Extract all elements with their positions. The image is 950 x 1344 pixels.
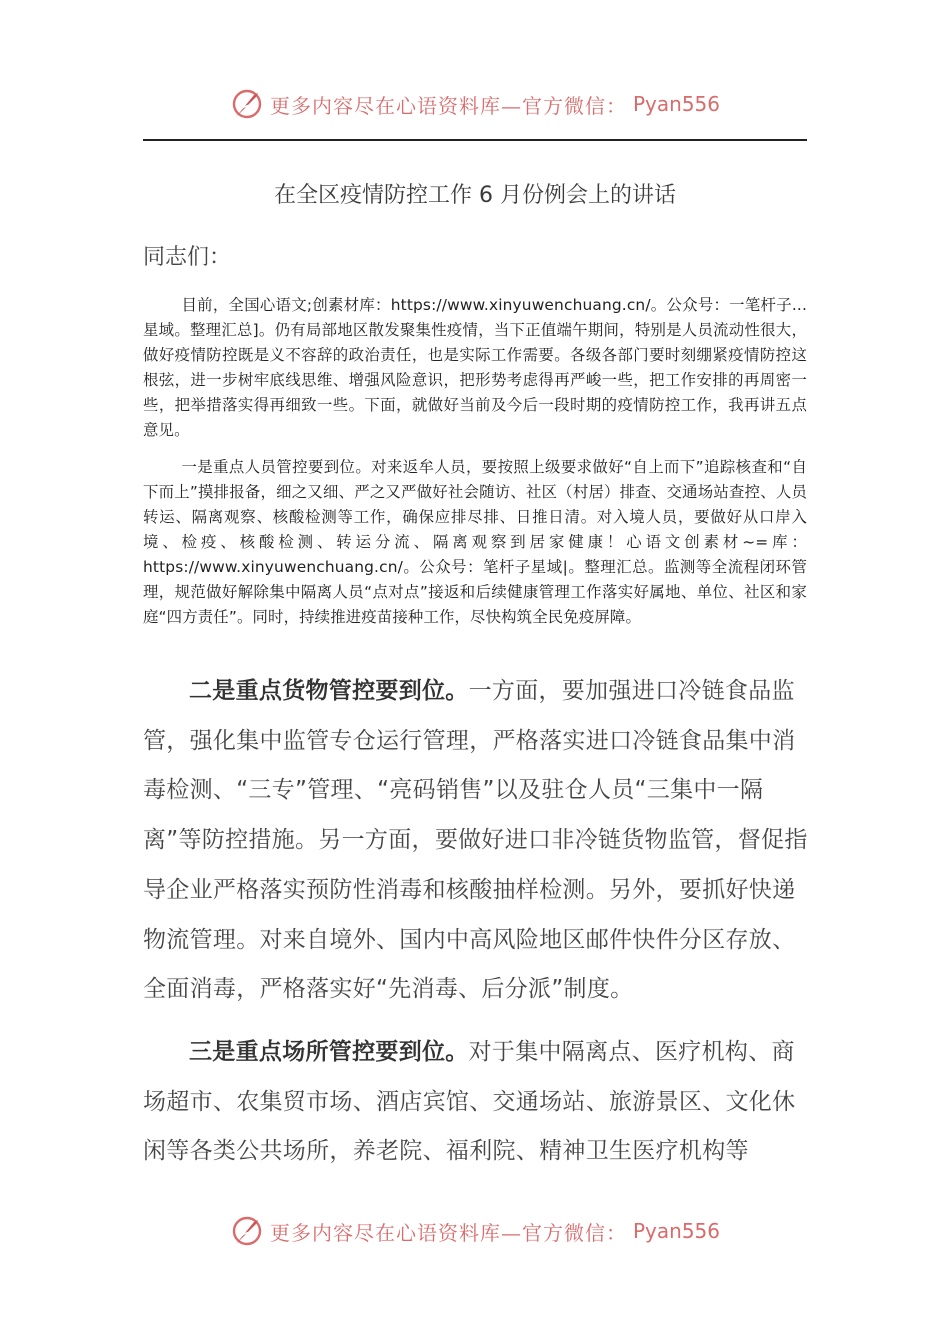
header-banner: [0, 84, 950, 124]
footer-banner-text: 更多内容尽在心语资料库—官方微信：: [269, 1220, 627, 1245]
footer-banner-wechat-id: Pyan556: [632, 1219, 720, 1243]
paragraph-intro: 目前，全国心语文;创素材库：https://www.xinyuwenchuang.cn/。公众号：一笔杆子...星域。整理汇总]。仍有局部地区散发聚集性疫情，当下正值端午期间，特别是人员流动性很大，做好疫情防控既是义不容辞的政治责任，也是实际工作需要。各级各部门要时刻绷紧疫情防控这根弦，进一步树牢底线思维、增强风险意识，把形势考虑得再严峻一些，把工作安排的再周密一些，把举措落实得再细致一些。下面，就做好当前及今后一段时期的疫情防控工作，我再讲五点意见。: [143, 296, 807, 439]
paragraph-places: [143, 1028, 815, 1177]
document-title: 在全区疫情防控工作 6 月份例会上的讲话: [274, 183, 676, 208]
header-divider: [143, 139, 807, 141]
section-body-places: 对于集中隔离点、医疗机构、商场超市、农集贸市场、酒店宾馆、交通场站、旅游景区、文化休闲等各类公共场所，养老院、福利院、精神卫生医疗机构等: [143, 1039, 796, 1165]
quill-logo-icon: [230, 87, 264, 121]
section-heading-places: 三是重点场所管控要到位。: [189, 1039, 469, 1065]
banner-wechat-id: Pyan556: [632, 92, 720, 116]
quill-logo-icon: [230, 1214, 264, 1248]
section-body-goods: 一方面，要加强进口冷链食品监管，强化集中监管专仓运行管理，严格落实进口冷链食品集中消毒检测、“三专”管理、“亮码销售”以及驻仓人员“三集中一隔离”等防控措施。另一方面，要做好进口非冷链货物监管，督促指导企业严格落实预防性消毒和核酸抽样检测。另外，要抓好快递物流管理。对来自境外、国内中高风险地区邮件快件分区存放、全面消毒，严格落实好“先消毒、后分派”制度。: [143, 678, 808, 1003]
greeting: 同志们：: [143, 245, 232, 270]
paragraph-goods: [143, 667, 815, 1015]
section-heading-goods: 二是重点货物管控要到位。: [189, 678, 469, 704]
banner-text: 更多内容尽在心语资料库—官方微信：: [269, 93, 627, 118]
footer-banner: [0, 1211, 950, 1251]
paragraph-personnel: 一是重点人员管控要到位。对来返牟人员，要按照上级要求做好“自上而下”追踪核查和“自下而上”摸排报备，细之又细、严之又严做好社会随访、社区（村居）排查、交通场站查控、人员转运、隔离观察、核酸检测等工作，确保应排尽排、日推日清。对入境人员，要做好从口岸入境、检疫、核酸检测、转运分流、隔离观察到居家健康！心语文创素材~=库：https://www.xinyuwenchuang.cn/。公众号：笔杆子星域|。整理汇总。监测等全流程闭环管理，规范做好解除集中隔离人员“点对点”接返和后续健康管理工作落实好属地、单位、社区和家庭“四方责任”。同时，持续推进疫苗接种工作，尽快构筑全民免疫屏障。: [143, 458, 807, 626]
